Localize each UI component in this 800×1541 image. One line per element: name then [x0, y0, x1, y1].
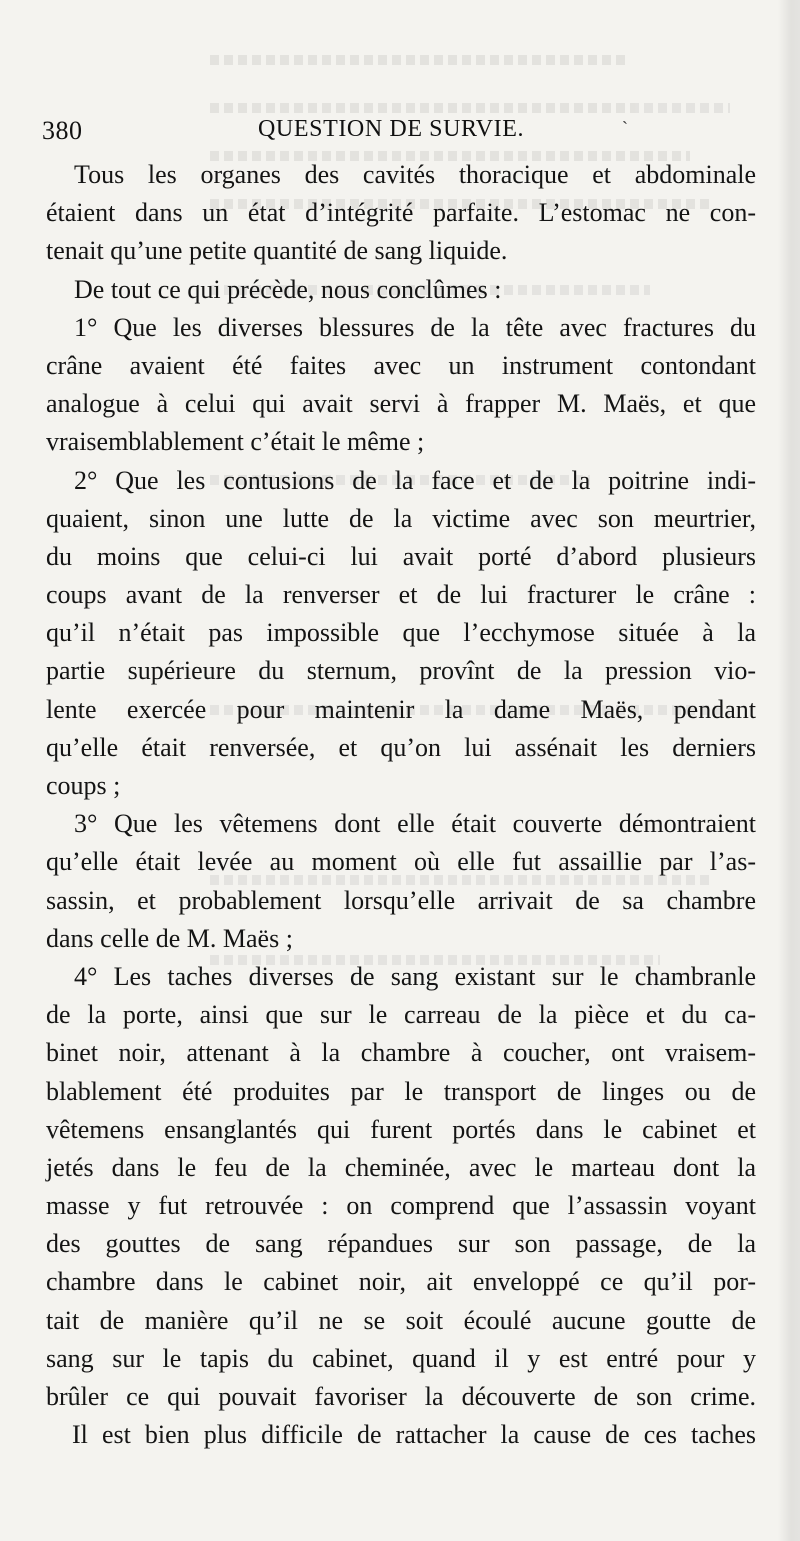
text-line: dans celle de M. Maës ; [46, 923, 293, 953]
text-line: vraisemblablement c’était le même ; [46, 427, 425, 457]
text-line: sassin, et probablement lorsqu’elle arrivait de sa chambre [46, 885, 756, 915]
text-line: de la porte, ainsi que sur le carreau de la pièce et du ca- [46, 1000, 756, 1030]
text-line: tenait qu’une petite quantité de sang liquide. [46, 236, 508, 266]
text-line: 2° Que les contusions de la face et de la poitrine indi- [74, 465, 756, 495]
text-line: 1° Que les diverses blessures de la tête avec fractures du [74, 312, 756, 342]
text-line: analogue à celui qui avait servi à frapper M. Maës, et que [46, 389, 756, 419]
text-line: qu’elle était renversée, et qu’on lui assénait les derniers [46, 732, 756, 762]
body-text [46, 156, 756, 1454]
text-line: jetés dans le feu de la cheminée, avec le marteau dont la [46, 1152, 756, 1182]
text-line: qu’elle était levée au moment où elle fut assaillie par l’as- [46, 847, 756, 877]
running-head: QUESTION DE SURVIE. [258, 116, 525, 142]
text-line: coups ; [46, 771, 121, 800]
text-line: blablement été produites par le transport de linges ou de [46, 1076, 756, 1106]
text-line: 4° Les taches diverses de sang existant sur le chambranle [74, 961, 756, 991]
text-line: du moins que celui-ci lui avait porté d’abord plusieurs [46, 541, 756, 571]
text-line: chambre dans le cabinet noir, ait enveloppé ce qu’il por- [46, 1267, 756, 1297]
text-line: Tous les organes des cavités thoracique et abdominale [74, 160, 756, 189]
page-edge-shadow [778, 0, 800, 1541]
text-line: quaient, sinon une lutte de la victime avec son meurtrier, [46, 503, 756, 533]
text-line: partie supérieure du sternum, provînt de la pression vio- [46, 656, 756, 686]
text-line: des gouttes de sang répandues sur son passage, de la [46, 1229, 756, 1259]
text-line: 3° Que les vêtemens dont elle était couverte démontraient [74, 809, 756, 839]
text-line: lente exercée pour maintenir la dame Maës, pendant [46, 694, 756, 724]
text-line: brûler ce qui pouvait favoriser la découverte de son crime. [46, 1382, 756, 1411]
text-line: sang sur le tapis du cabinet, quand il y est entré pour y [46, 1343, 756, 1373]
text-line: crâne avaient été faites avec un instrument contondant [46, 350, 756, 380]
text-line: coups avant de la renverser et de lui fracturer le crâne : [46, 580, 756, 610]
text-line: Il est bien plus difficile de rattacher la cause de ces taches [72, 1420, 756, 1450]
stray-mark: ` [622, 118, 628, 138]
text-line: masse y fut retrouvée : on comprend que l’assassin voyant [46, 1191, 756, 1221]
text-line: De tout ce qui précède, nous conclûmes : [74, 274, 502, 304]
text-line: étaient dans un état d’intégrité parfaite. L’estomac ne con- [46, 198, 756, 228]
page-number: 380 [42, 116, 83, 145]
text-line: qu’il n’était pas impossible que l’ecchymose située à la [46, 618, 756, 648]
text-line: binet noir, attenant à la chambre à coucher, ont vraisem- [46, 1038, 756, 1068]
text-line: vêtemens ensanglantés qui furent portés dans le cabinet et [46, 1114, 756, 1144]
text-line: tait de manière qu’il ne se soit écoulé aucune goutte de [46, 1305, 756, 1335]
page-header [0, 110, 800, 150]
